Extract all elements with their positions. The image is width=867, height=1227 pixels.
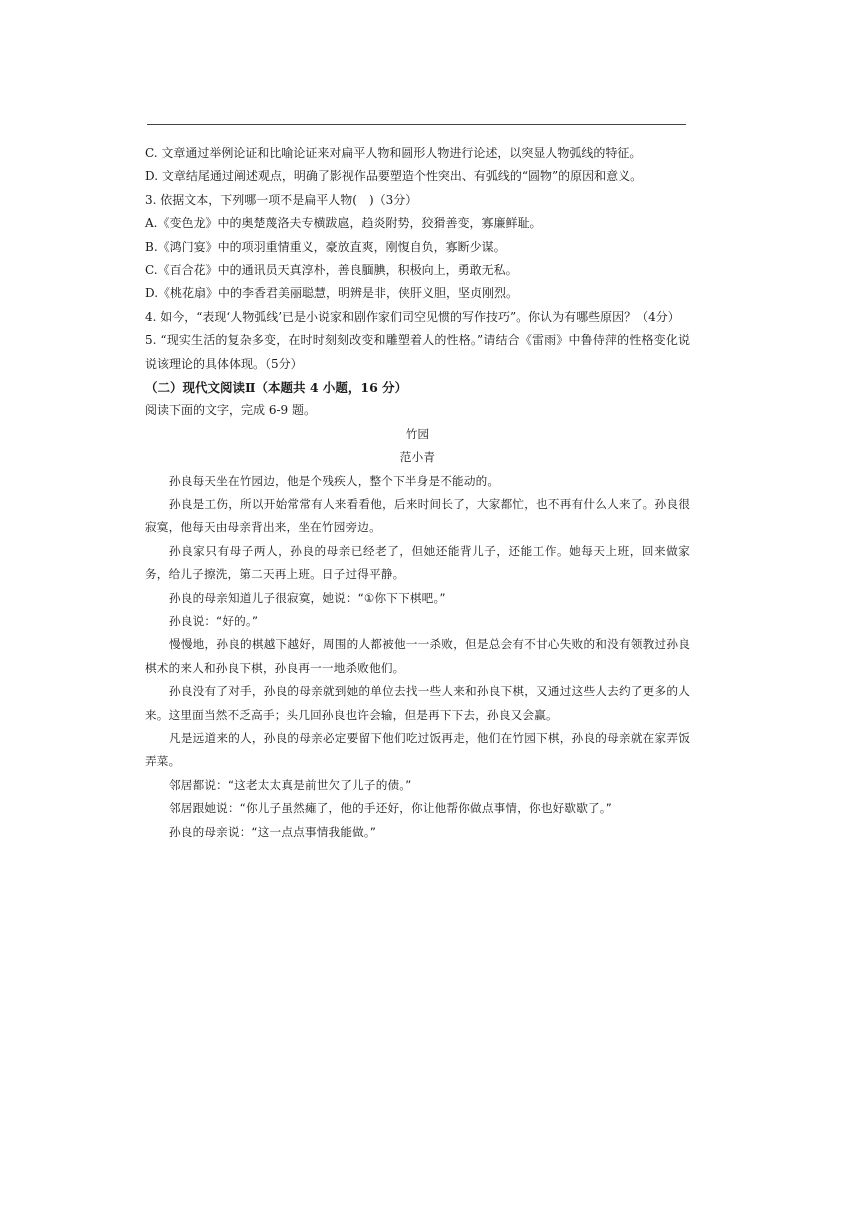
question-3-option-c: C.《百合花》中的通讯员天真淳朴，善良腼腆，积极向上，勇敢无私。 — [145, 262, 518, 277]
story-paragraph: 孙良每天坐在竹园边，他是个残疾人，整个下半身是不能动的。 — [169, 473, 500, 488]
story-paragraph: 慢慢地，孙良的棋越下越好，周围的人都被他一一杀败，但是总会有不甘心失败的和没有领教过孙良棋术的来人和孙良下棋，孙良再一一地杀败他们。 — [145, 637, 690, 675]
story-title: 竹园 — [405, 426, 430, 441]
question-4: 4. 如今，“表现‘人物弧线’已是小说家和剧作家们司空见惯的写作技巧”。你认为有哪些原因？（4分） — [145, 309, 680, 324]
question-3-option-a: A.《变色龙》中的奥楚蔑洛夫专横跋扈，趋炎附势，狡猾善变，寡廉鲜耻。 — [145, 216, 542, 231]
section-heading: （二）现代文阅读Ⅱ（本题共 4 小题，16 分） — [145, 379, 408, 395]
story-paragraph: 孙良家只有母子两人，孙良的母亲已经老了，但她还能背儿子，还能工作。她每天上班，回来做家务，给儿子擦洗，第二天再上班。日子过得平静。 — [145, 543, 690, 582]
story-paragraph: 孙良说：“好的。” — [169, 613, 259, 628]
section-instruction: 阅读下面的文字，完成 6-9 题。 — [145, 403, 316, 418]
option-c-prev: C. 文章通过举例论证和比喻论证来对扁平人物和圆形人物进行论述，以突显人物弧线的特征。 — [145, 146, 642, 160]
question-3-option-b: B.《鸿门宴》中的项羽重情重义，豪放直爽，刚愎自负，寡断少谋。 — [145, 239, 506, 254]
question-3-option-d: D.《桃花扇》中的李香君美丽聪慧，明辨是非，侠肝义胆，坚贞刚烈。 — [145, 286, 519, 301]
story-paragraph: 凡是远道来的人，孙良的母亲必定要留下他们吃过饭再走，他们在竹园下棋，孙良的母亲就在家弄饭弄菜。 — [145, 730, 690, 769]
question-5: 5. “现实生活的复杂多变，在时时刻刻改变和雕塑着人的性格。”请结合《雷雨》中鲁侍萍的性格变化说说该理论的具体体现。（5分） — [145, 333, 690, 371]
option-d-prev: D. 文章结尾通过阐述观点，明确了影视作品要塑造个性突出、有弧线的“圆物”的原因和意义。 — [145, 169, 643, 184]
story-paragraph: 孙良的母亲说：“这一点点事情我能做。” — [169, 824, 377, 839]
story-paragraph: 孙良是工伤，所以开始常常有人来看看他，后来时间长了，大家都忙，也不再有什么人来了。孙良很寂寞，他每天由母亲背出来，坐在竹园旁边。 — [145, 496, 690, 535]
story-author: 范小青 — [399, 450, 436, 465]
header-rule — [147, 124, 686, 125]
story-paragraph: 孙良的母亲知道儿子很寂寞，她说：“①你下下棋吧。” — [169, 590, 446, 605]
question-3-stem: 3. 依据文本，下列哪一项不是扁平人物( )（3分） — [145, 192, 418, 207]
story-paragraph: 邻居都说：“这老太太真是前世欠了儿子的债。” — [169, 777, 412, 792]
story-paragraph: 邻居跟她说：“你儿子虽然瘫了，他的手还好，你让他帮你做点事情，你也好歇歇了。” — [169, 801, 612, 816]
page-content — [145, 142, 690, 844]
story-paragraph: 孙良没有了对手，孙良的母亲就到她的单位去找一些人来和孙良下棋，又通过这些人去约了更多的人来。这里面当然不乏高手；头几回孙良也许会输，但是再下下去，孙良又会赢。 — [145, 684, 690, 722]
